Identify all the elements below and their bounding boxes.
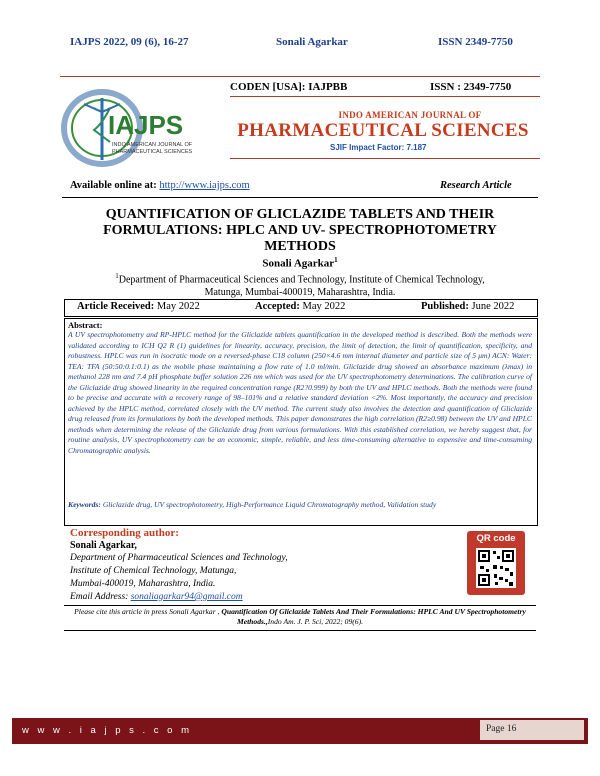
page-number: Page 16: [486, 724, 517, 734]
date-received: Article Received: May 2022: [77, 301, 200, 312]
journal-url-link[interactable]: http://www.iajps.com: [159, 180, 250, 191]
running-header-journal: IAJPS 2022, 09 (6), 16-27: [70, 36, 189, 48]
article-title: [60, 207, 540, 255]
title-line-3: METHODS: [264, 239, 336, 254]
availability-label: Available online at:: [70, 180, 160, 191]
qr-code-label: QR code: [476, 533, 516, 544]
affiliation: $^1$Department of Pharmaceutical Sciences and Technology, Institute of Chemical Technology, Matunga, Mumbai-400019, Maharashtra, India.: [60, 270, 540, 299]
masthead-issn: ISSN : 2349-7750: [430, 81, 512, 93]
article-type: Research Article: [440, 180, 512, 191]
corresponding-line-2: Institute of Chemical Technology, Matunga,: [70, 566, 237, 576]
article-author: Sonali Agarkar$^1$: [262, 256, 338, 270]
corresponding-line-3: Mumbai-400019, Maharashtra, India.: [70, 579, 216, 589]
availability-line: [70, 180, 250, 191]
qr-code-icon[interactable]: [476, 548, 516, 588]
affiliation-line-1: Department of Pharmaceutical Sciences and Technology, Institute of Chemical Technology,: [118, 274, 485, 286]
affiliation-line-2: Matunga, Mumbai-400019, Maharashtra, India.: [204, 287, 396, 299]
abstract-heading: Abstract:: [68, 320, 103, 330]
masthead-mid-rule: [230, 96, 540, 97]
coden: CODEN [USA]: IAJPBB: [230, 81, 348, 93]
keywords-text: Gliclazide drug, UV spectrophotometry, High-Performance Liquid Chromatography method, Validation study: [102, 500, 437, 509]
svg-text:IAJPS: IAJPS: [108, 110, 184, 140]
masthead-top-rule: [60, 76, 540, 77]
running-header-issn: ISSN 2349-7750: [438, 36, 513, 48]
date-accepted: Accepted: May 2022: [255, 301, 346, 312]
masthead-bottom-rule: [230, 158, 540, 159]
svg-text:PHARMACEUTICAL SCIENCES: PHARMACEUTICAL SCIENCES: [112, 149, 193, 155]
availability-rule: [62, 197, 538, 198]
corresponding-name: Sonali Agarkar,: [70, 540, 137, 551]
impact-factor: SJIF Impact Factor: 7.187: [330, 143, 427, 152]
corresponding-heading: Corresponding author:: [70, 527, 179, 539]
citation-bottom-rule: [64, 630, 536, 631]
footer-website[interactable]: w w w . i a j p s . c o m: [22, 725, 193, 736]
running-header-author: Sonali Agarkar: [276, 36, 348, 48]
journal-name-line2: PHARMACEUTICAL SCIENCES: [237, 120, 529, 141]
corresponding-line-1: Department of Pharmaceutical Sciences and Technology,: [70, 553, 288, 563]
keywords: [68, 500, 532, 511]
date-published: Published: June 2022: [421, 301, 515, 312]
journal-name-line1: INDO AMERICAN JOURNAL OF: [338, 110, 482, 120]
title-line-2: FORMULATIONS: HPLC AND UV- SPECTROPHOTOMETRY: [103, 223, 497, 238]
abstract-text: A UV spectrophotometry and RP-HPLC method for the Gliclazide tablets quantification in the developed method is described. Both the methods were validated according to ICH Q2 R (1) guidelines for linearity, accuracy, precision, the limit of detection, the limit of quantification, specificity, and robustness. HPLC was run in isocratic mode on a reversed-phase C18 column (250×4.6 mm internal diameter and particle size of 5 μm) ACN: Water: TEA: TFA (50:50:0.1:0.1) as the mobile phase maintaining a flow rate of 1.0 ml/min. Gliclazide drug showed an absorbance maximum (λmax) in methanol 228 nm and 7.4 pH phosphate buffer solution 226 nm which was used for the UV spectrophotometry determinations. The calibration curve of the Gliclazide drug showed linearity in the required concentration range (R2?0.999) by both the UV and HPLC methods. Both the methods were found to be precise and accurate with a recovery range of 98–101% and a relative standard deviation <2%. Most importantly, the accuracy and precision achieved by the HPLC method, correlated closely with the UV method. The current study also involves the detection and quantification of Gliclazide drug released from its formulations by both the developed methods. This paper demonstrates the high correlation (R2≥0.98) between the UV and HPLC methods when determining the release of the Gliclazide drug from various formulations. With this established correlation, we hereby suggest that, for routine analysis, UV spectrophotometry can be an economic, simple, reliable, and less time-consuming alternative to expensive and time-consuming Chromatographic analysis.: [68, 330, 532, 455]
article-dates: [64, 299, 538, 317]
citation-top-rule: [64, 605, 536, 606]
svg-text:INDO AMERICAN JOURNAL OF: INDO AMERICAN JOURNAL OF: [112, 142, 193, 148]
email-link[interactable]: sonaliagarkar94@gmail.com: [130, 592, 243, 602]
keywords-label: Keywords:: [68, 500, 101, 509]
title-line-1: QUANTIFICATION OF GLICLAZIDE TABLETS AND THEIR: [105, 207, 495, 222]
journal-logo: [60, 84, 220, 174]
corresponding-email: Email Address: sonaliagarkar94@gmail.com: [70, 592, 243, 602]
citation: Please cite this article in press Sonali Agarkar , Quantification Of Gliclazide Tablets And Their Formulations: HPLC And UV Spectrophotometry Methods.,Indo Am. J. P. Sci, 2022; 09(6).: [74, 607, 526, 626]
